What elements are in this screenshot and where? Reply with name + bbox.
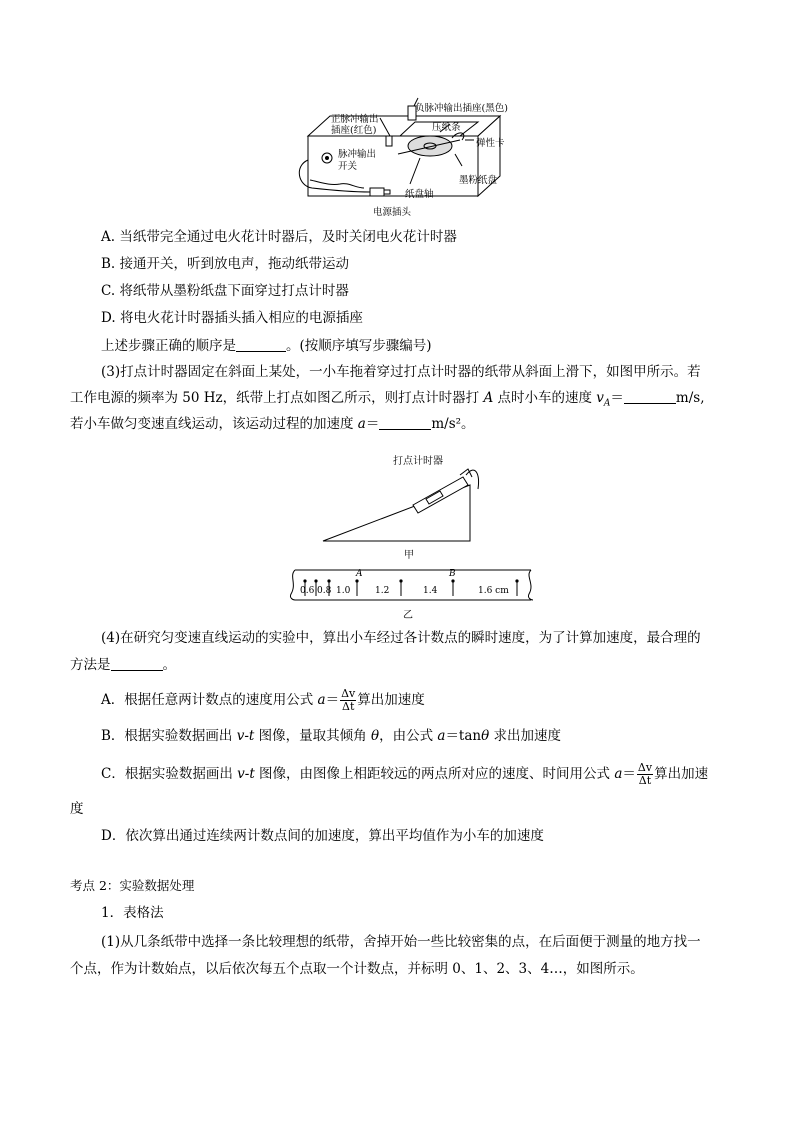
tape-mark-3: 1.0	[336, 586, 351, 596]
tape-mark-2: 0.8	[317, 586, 332, 596]
tape-point-a: A	[356, 569, 363, 579]
spring-clip-label: 弹性卡	[476, 138, 505, 149]
q4-option-a: A．根据任意两计数点的速度用公式 a＝ $\frac{\Delta v}{\Delta t}$ 算出加速度	[101, 687, 425, 713]
power-plug-label: 电源插头	[373, 207, 412, 218]
pos-socket-label-2: 插座(红色)	[331, 125, 377, 136]
delta-v-over-delta-t-c: $\frac{\Delta v}{\Delta t}$	[637, 761, 653, 787]
paper-axis-label: 纸盘轴	[405, 189, 434, 200]
section2-sub1: 1．表格法	[101, 905, 164, 921]
q4-line2: 方法是 。	[70, 657, 176, 673]
tape-mark-6: 1.6 cm	[478, 586, 509, 596]
section2-p1-line2: 个点，作为计数始点，以后依次每五个点取一个计数点，并标明 0、1、2、3、4…，如图所示。	[70, 961, 644, 977]
q2-option-a: A. 当纸带完全通过电火花计时器后，及时关闭电火花计时器	[101, 229, 457, 245]
q2-option-d: D. 将电火花计时器插头插入相应的电源插座	[101, 310, 363, 326]
a-answer-blank[interactable]	[379, 415, 431, 430]
press-strip-label: 压纸条	[432, 122, 461, 133]
ink-disk-label: 墨粉纸盘	[459, 175, 498, 186]
q4-option-c-line2: 度	[70, 801, 84, 817]
tape-mark-4: 1.2	[375, 586, 390, 596]
q2-option-b: B. 接通开关，听到放电声，拖动纸带运动	[101, 256, 350, 272]
q4-option-c: C．根据实验数据画出 v-t 图像，由图像上相距较远的两点所对应的速度、时间用公式 a＝ $\frac{\Delta v}{\Delta t}$ 算出加速	[101, 761, 709, 787]
section2-title: 考点 2：实验数据处理	[70, 878, 195, 893]
switch-label-2: 开关	[338, 161, 358, 172]
delta-v-over-delta-t: $\frac{\Delta v}{\Delta t}$	[341, 687, 356, 713]
tape-mark-5: 1.4	[423, 586, 438, 596]
q3-line1: (3)打点计时器固定在斜面上某处，一小车拖着穿过打点计时器的纸带从斜面上滑下，如图甲所示。若	[101, 364, 701, 380]
incline-figure	[318, 455, 493, 547]
q3-line3: 若小车做匀变速直线运动，该运动过程的加速度 a＝ m/s²。	[70, 416, 475, 432]
neg-socket-label: 负脉冲输出插座(黑色)	[415, 103, 508, 114]
q2-order-line: 上述步骤正确的顺序是 。(按顺序填写步骤编号)	[101, 338, 432, 354]
q4-answer-blank[interactable]	[111, 656, 163, 671]
pos-socket-label-1: 正脉冲输出	[331, 114, 379, 125]
q4-option-d: D．依次算出通过连续两计数点间的加速度，算出平均值作为小车的加速度	[101, 828, 544, 844]
tape-mark-1: 0.6	[300, 586, 315, 596]
tape-point-b: B	[449, 569, 456, 579]
q2-option-c: C. 将纸带从墨粉纸盘下面穿过打点计时器	[101, 283, 349, 299]
jia-caption: 甲	[404, 550, 414, 561]
q2-answer-blank[interactable]	[236, 337, 286, 352]
yi-caption: 乙	[403, 610, 413, 621]
q3-line2: 工作电源的频率为 50 Hz，纸带上打点如图乙所示，则打点计时器打 A 点时小车的速度 $v_A= m/s$,	[70, 390, 705, 409]
switch-label-1: 脉冲输出	[338, 149, 377, 160]
q4-option-b: B．根据实验数据画出 v-t 图像，量取其倾角 θ，由公式 a＝tanθ 求出加速度	[101, 728, 562, 744]
timer-label: 打点计时器	[393, 456, 443, 467]
q4-line1: (4)在研究匀变速直线运动的实验中，算出小车经过各计数点的瞬时速度，为了计算加速度，最合理的	[101, 630, 701, 646]
va-answer-blank[interactable]	[624, 389, 676, 404]
section2-p1-line1: (1)从几条纸带中选择一条比较理想的纸带，舍掉开始一些比较密集的点，在后面便于测量的地方找一	[101, 934, 701, 950]
